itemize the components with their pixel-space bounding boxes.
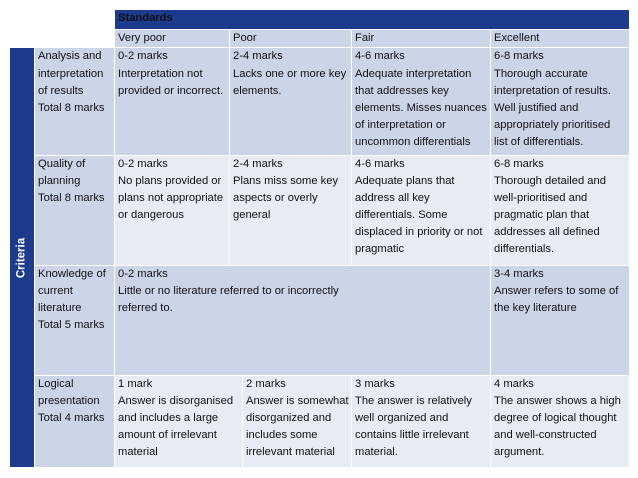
cell-line: 3 marks	[355, 377, 395, 390]
cell-line: list of differentials.	[494, 135, 584, 148]
cell-line: well-prioritised and	[494, 191, 588, 204]
criterion-analysis	[35, 48, 115, 155]
levels-header-row	[10, 30, 630, 48]
cell-line: plans not appropriate	[118, 191, 224, 204]
cell-planning-excellent	[491, 155, 630, 265]
criteria-side-label	[10, 48, 35, 468]
cell-line: displaced in priority or not	[355, 226, 483, 238]
cell-literature-very-poor-poor	[115, 265, 491, 375]
cell-line: interpretation of results.	[494, 84, 611, 97]
header-blank	[10, 10, 115, 30]
criterion-planning	[35, 155, 115, 265]
cell-line: The answer shows a high	[494, 395, 621, 408]
cell-line: that addresses key	[355, 84, 449, 97]
level-poor: Poor	[230, 30, 352, 48]
cell-analysis-poor	[230, 48, 352, 155]
level-excellent: Excellent	[491, 30, 630, 48]
cell-line: address all key	[355, 191, 430, 204]
cell-presentation-poor	[243, 375, 352, 467]
cell-line: material	[118, 446, 158, 459]
cell-line: contains little irrelevant	[355, 429, 469, 442]
cell-line: Answer is disorganised	[118, 395, 234, 408]
cell-line: Adequate interpretation	[355, 67, 472, 80]
cell-line: 6-8 marks	[494, 50, 544, 63]
cell-line: Thorough detailed and	[494, 174, 606, 187]
cell-line: The answer is relatively	[355, 395, 472, 408]
rubric-row-planning	[10, 155, 630, 265]
criterion-line: presentation	[38, 395, 100, 408]
criterion-line: current	[38, 284, 73, 297]
standards-header: Standards	[115, 10, 630, 30]
cell-line: or dangerous	[118, 208, 184, 221]
cell-line: Lacks one or more key	[233, 67, 347, 80]
criterion-line: of results	[38, 84, 84, 97]
standards-header-row	[10, 10, 630, 30]
cell-planning-very-poor	[115, 155, 230, 265]
cell-line: well organized and	[355, 412, 449, 425]
cell-line: elements. Misses nuances	[355, 101, 487, 114]
cell-line: 4 marks	[494, 377, 534, 390]
criteria-side-text: Criteria	[15, 237, 28, 278]
cell-line: appropriately prioritised	[494, 118, 611, 131]
cell-line: 2-4 marks	[233, 50, 283, 63]
cell-line: differentials. Some	[355, 208, 448, 221]
cell-line: differentials.	[494, 243, 555, 256]
cell-line: Well justified and	[494, 101, 579, 114]
rubric-row-analysis	[10, 48, 630, 155]
criterion-presentation	[35, 375, 115, 467]
criterion-literature	[35, 265, 115, 375]
cell-line: elements.	[233, 84, 282, 97]
cell-analysis-fair	[352, 48, 491, 155]
rubric-row-presentation	[10, 375, 630, 467]
level-fair: Fair	[352, 30, 491, 48]
cell-line: 0-2 marks	[118, 267, 168, 280]
cell-literature-fair	[491, 265, 630, 375]
cell-line: material.	[355, 446, 398, 459]
cell-line: Thorough accurate	[494, 67, 588, 80]
cell-presentation-excellent	[491, 375, 630, 467]
criterion-line: Total 8 marks	[38, 101, 105, 114]
cell-line: the key literature	[494, 301, 577, 314]
rubric-table-container	[9, 9, 629, 468]
cell-line: Adequate plans that	[355, 174, 455, 187]
cell-line: Little or no literature referred to or incorrectly	[118, 284, 339, 297]
cell-line: disorganized and	[246, 412, 332, 425]
cell-line: pragmatic	[355, 243, 405, 256]
cell-planning-poor	[230, 155, 352, 265]
cell-line: degree of logical thought	[494, 412, 617, 425]
cell-line: addresses all defined	[494, 226, 600, 238]
cell-line: Interpretation not	[118, 67, 203, 80]
criterion-line: Total 4 marks	[38, 412, 105, 425]
cell-line: provided or incorrect.	[118, 84, 224, 97]
criterion-line: Analysis and	[38, 50, 102, 63]
cell-line: of interpretation or	[355, 118, 446, 131]
cell-line: referred to.	[118, 301, 173, 314]
cell-line: 2 marks	[246, 377, 286, 390]
cell-line: uncommon differentials	[355, 135, 471, 148]
cell-line: argument.	[494, 446, 545, 459]
levels-blank	[10, 30, 115, 48]
criterion-line: Total 5 marks	[38, 319, 105, 332]
criterion-line: Total 8 marks	[38, 191, 105, 204]
level-very-poor: Very poor	[115, 30, 230, 48]
cell-line: general	[233, 208, 271, 221]
cell-planning-fair	[352, 155, 491, 265]
criterion-line: planning	[38, 174, 81, 187]
cell-presentation-fair	[352, 375, 491, 467]
cell-line: irrelevant material	[246, 446, 335, 459]
cell-line: 1 mark	[118, 377, 153, 390]
cell-line: Answer refers to some of	[494, 284, 619, 297]
cell-line: 4-6 marks	[355, 50, 405, 63]
cell-analysis-excellent	[491, 48, 630, 155]
cell-line: No plans provided or	[118, 174, 222, 187]
cell-line: aspects or overly	[233, 191, 318, 204]
cell-analysis-very-poor	[115, 48, 230, 155]
cell-line: and well-constructed	[494, 429, 597, 442]
rubric-table	[9, 9, 630, 468]
criterion-line: Quality of	[38, 157, 86, 170]
rubric-row-literature	[10, 265, 630, 375]
cell-line: 4-6 marks	[355, 157, 405, 170]
cell-line: 0-2 marks	[118, 157, 168, 170]
cell-line: includes some	[246, 429, 318, 442]
cell-line: 6-8 marks	[494, 157, 544, 170]
cell-line: and includes a large	[118, 412, 219, 425]
criterion-line: Logical	[38, 377, 74, 390]
cell-line: 0-2 marks	[118, 50, 168, 63]
cell-line: Plans miss some key	[233, 174, 339, 187]
cell-line: 2-4 marks	[233, 157, 283, 170]
criterion-line: interpretation	[38, 67, 104, 80]
criterion-line: literature	[38, 301, 82, 314]
criterion-line: Knowledge of	[38, 267, 106, 280]
cell-line: amount of irrelevant	[118, 429, 217, 442]
cell-line: Answer is somewhat	[246, 395, 349, 408]
cell-presentation-very-poor	[115, 375, 243, 467]
cell-line: 3-4 marks	[494, 267, 544, 280]
cell-line: pragmatic plan that	[494, 208, 590, 221]
